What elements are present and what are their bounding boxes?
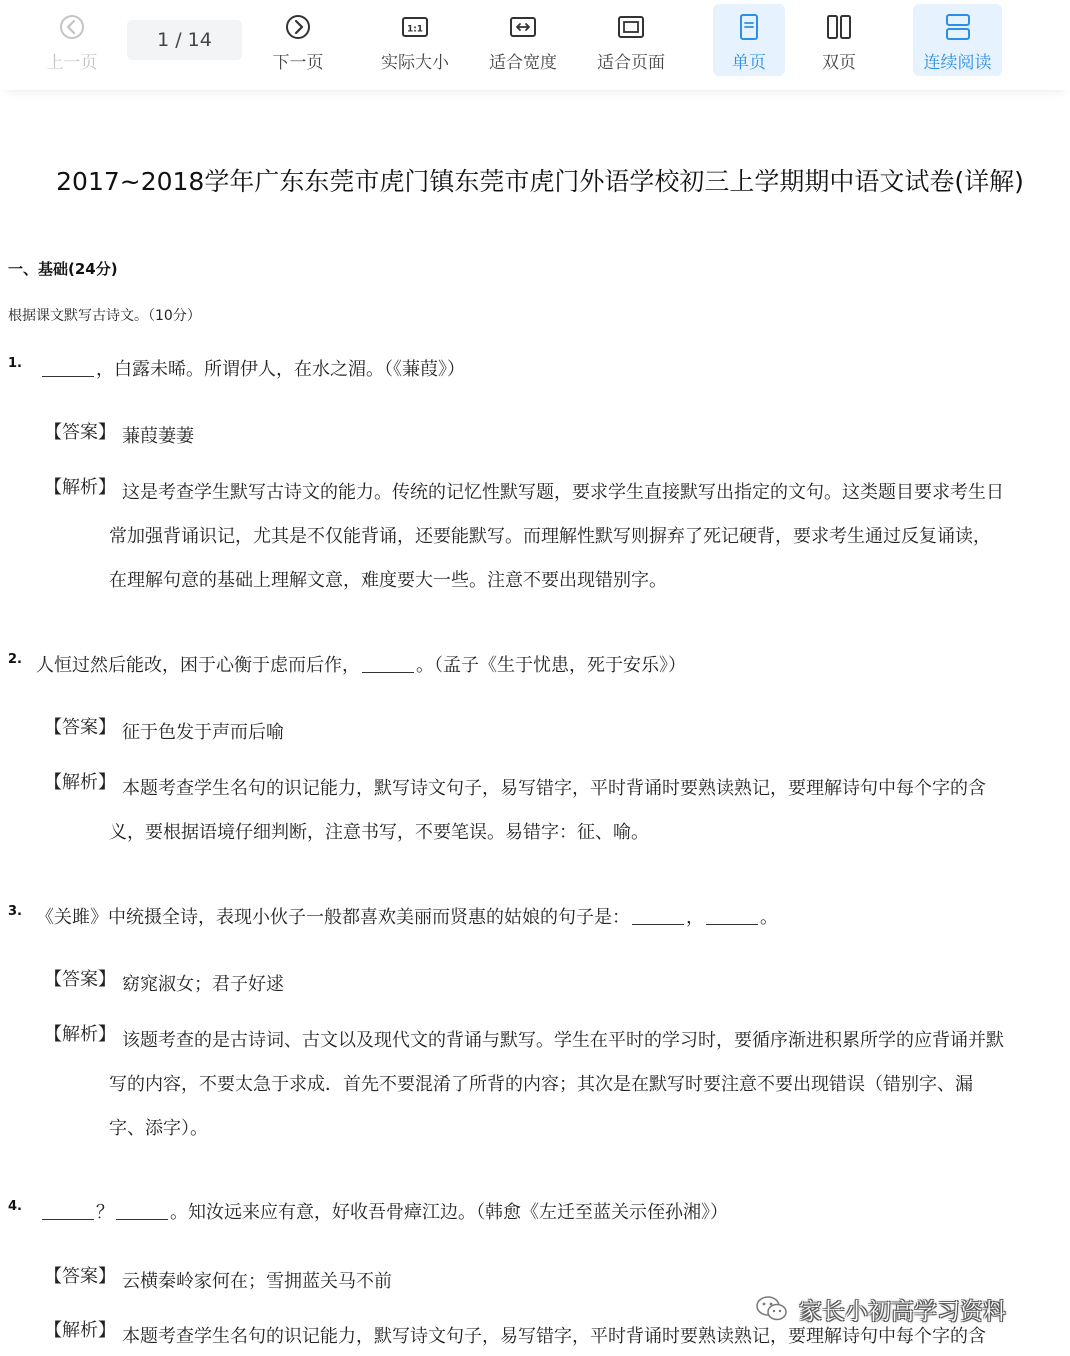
question-1-explanation-line: 这是考查学生默写古诗文的能力。传统的记忆性默写题，要求学生直接默写出指定的文句。这类题目要求考生日 — [122, 482, 1004, 503]
question-text-segment: ？ — [96, 1202, 114, 1223]
fit-page-icon — [616, 12, 646, 42]
answer-blank — [42, 360, 94, 377]
actual-size-button[interactable] — [372, 4, 458, 76]
question-3-number: 3. — [8, 904, 22, 919]
single-page-label: 单页 — [732, 53, 766, 73]
question-text-segment: 。知汝远来应有意，好收吾骨瘴江边。（韩愈《左迁至蓝关示侄孙湘》） — [170, 1202, 728, 1223]
next-page-label: 下一页 — [272, 53, 324, 73]
instruction-text: 根据课文默写古诗文。（10分） — [8, 308, 201, 324]
question-2-answer: 征于色发于声而后喻 — [122, 722, 284, 743]
prev-page-button[interactable] — [36, 4, 108, 76]
answer-blank — [116, 1203, 168, 1220]
question-text-segment: 人恒过然后能改，困于心衡于虑而后作， — [36, 655, 360, 676]
chevron-left-circle-icon — [57, 12, 87, 42]
prev-page-label: 上一页 — [46, 53, 98, 73]
question-4-explanation-line: 本题考查学生名句的识记能力，默写诗文句子，易写错字，平时背诵时要熟读熟记，要理解诗句中每个字的含 — [122, 1326, 986, 1347]
question-text-segment: ， — [686, 907, 704, 928]
page-separator: / — [175, 29, 182, 51]
answer-tag: 【答案】 — [44, 1266, 116, 1287]
question-3-explanation-line: 字、添字）。 — [109, 1118, 208, 1139]
double-page-label: 双页 — [822, 53, 856, 73]
double-page-icon — [824, 12, 854, 42]
fit-width-icon — [508, 12, 538, 42]
question-4-number: 4. — [8, 1199, 22, 1214]
actual-size-label: 实际大小 — [381, 53, 449, 73]
question-3-explanation-line: 该题考查的是古诗词、古文以及现代文的背诵与默写。学生在平时的学习时，要循序渐进积累所学的应背诵并默 — [122, 1030, 1004, 1051]
question-1-number: 1. — [8, 356, 22, 371]
continuous-reading-label: 连续阅读 — [923, 53, 992, 73]
wechat-icon — [755, 1294, 789, 1324]
watermark — [755, 1292, 1006, 1326]
answer-blank — [362, 656, 414, 673]
answer-tag: 【答案】 — [44, 969, 116, 990]
question-2-explanation-line: 本题考查学生名句的识记能力，默写诗文句子，易写错字，平时背诵时要熟读熟记，要理解诗句中每个字的含 — [122, 778, 986, 799]
current-page[interactable]: 1 — [157, 29, 170, 51]
document-title: 2017~2018学年广东东莞市虎门镇东莞市虎门外语学校初三上学期期中语文试卷(详解) — [56, 167, 1024, 196]
svg-text:1:1: 1:1 — [406, 24, 424, 35]
explanation-tag: 【解析】 — [44, 1024, 116, 1045]
watermark-text: 家长小初高学习资料 — [799, 1298, 1006, 1325]
question-1-answer: 蒹葭萋萋 — [122, 426, 194, 447]
answer-tag: 【答案】 — [44, 422, 116, 443]
question-1-explanation-line: 常加强背诵识记，尤其是不仅能背诵，还要能默写。而理解性默写则摒弃了死记硬背，要求考生通过反复诵读， — [109, 526, 991, 547]
single-page-icon — [734, 12, 764, 42]
fit-page-label: 适合页面 — [597, 53, 665, 73]
explanation-tag: 【解析】 — [44, 772, 116, 793]
question-1-text — [40, 355, 465, 381]
continuous-reading-button[interactable] — [913, 4, 1002, 76]
total-pages: 14 — [187, 29, 212, 51]
toolbar — [0, 0, 1070, 90]
next-page-button[interactable] — [262, 4, 334, 76]
question-text-segment: 。 — [760, 907, 778, 928]
page-indicator[interactable] — [127, 20, 242, 60]
question-4-answer: 云横秦岭家何在；雪拥蓝关马不前 — [122, 1271, 392, 1292]
section-heading: 一、基础(24分) — [8, 260, 118, 278]
answer-tag: 【答案】 — [44, 717, 116, 738]
single-page-button[interactable] — [713, 4, 785, 76]
question-3-text — [36, 903, 778, 929]
question-text-segment: 。（孟子《生于忧患，死于安乐》） — [416, 655, 686, 676]
question-2-number: 2. — [8, 652, 22, 667]
continuous-reading-icon — [943, 12, 973, 42]
answer-blank — [706, 908, 758, 925]
question-text-segment: ，白露未晞。所谓伊人，在水之湄。（《蒹葭》） — [96, 359, 465, 380]
actual-size-icon — [400, 12, 430, 42]
question-3-answer: 窈窕淑女；君子好逑 — [122, 974, 284, 995]
question-2-text — [36, 651, 686, 677]
fit-width-label: 适合宽度 — [489, 53, 557, 73]
answer-blank — [632, 908, 684, 925]
question-text-segment: 《关雎》中统摄全诗，表现小伙子一般都喜欢美丽而贤惠的姑娘的句子是： — [36, 907, 630, 928]
answer-blank — [42, 1203, 94, 1220]
question-4-text — [40, 1198, 728, 1224]
double-page-button[interactable] — [803, 4, 875, 76]
question-1-explanation-line: 在理解句意的基础上理解文意，难度要大一些。注意不要出现错别字。 — [109, 570, 667, 591]
question-2-explanation-line: 义，要根据语境仔细判断，注意书写，不要笔误。易错字：征、喻。 — [109, 822, 649, 843]
fit-width-button[interactable] — [480, 4, 566, 76]
fit-page-button[interactable] — [588, 4, 674, 76]
explanation-tag: 【解析】 — [44, 1320, 116, 1341]
chevron-right-circle-icon — [283, 12, 313, 42]
explanation-tag: 【解析】 — [44, 477, 116, 498]
question-3-explanation-line: 写的内容，不要太急于求成．首先不要混淆了所背的内容；其次是在默写时要注意不要出现错误（错别字、漏 — [109, 1074, 973, 1095]
